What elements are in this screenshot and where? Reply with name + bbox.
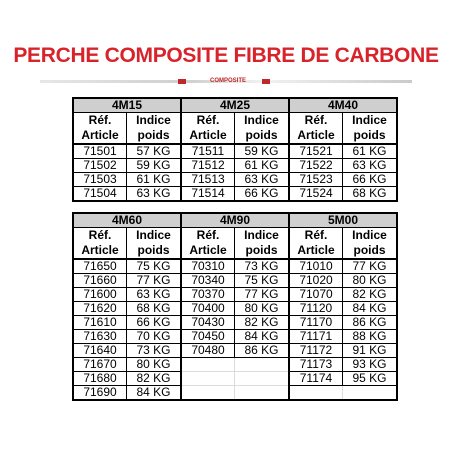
weight-index-cell: 88 KG: [343, 330, 398, 344]
weight-index-header: [127, 113, 182, 145]
ref-header-line2: Article: [297, 128, 335, 142]
weight-index-header: [235, 228, 290, 260]
ref-article-header: [181, 228, 235, 260]
ref-article-cell: 71513: [181, 173, 235, 187]
column-header-row: [73, 228, 397, 260]
weight-header-line1: Indice: [136, 113, 171, 127]
weight-index-cell: 61 KG: [127, 173, 182, 187]
ref-header-line2: Article: [189, 243, 227, 257]
weight-index-cell: 75 KG: [127, 259, 182, 274]
weight-index-cell: 84 KG: [127, 386, 182, 401]
pole-logo: COMPOSITE: [209, 78, 246, 84]
length-header: 5M00: [289, 213, 397, 228]
weight-index-cell: 59 KG: [235, 144, 290, 159]
ref-article-cell: 71523: [289, 173, 343, 187]
weight-index-cell: 73 KG: [127, 344, 182, 358]
ref-article-cell: 71610: [73, 316, 127, 330]
weight-index-cell: 82 KG: [343, 288, 398, 302]
ref-article-cell: 70400: [181, 302, 235, 316]
ref-article-cell: 71020: [289, 274, 343, 288]
ref-article-cell: 71630: [73, 330, 127, 344]
weight-index-cell: 70 KG: [127, 330, 182, 344]
weight-header-line2: poids: [353, 128, 386, 142]
table-row: [73, 187, 397, 202]
ref-article-cell: 71174: [289, 372, 343, 386]
pole-table-2: [72, 212, 398, 401]
weight-index-cell: 75 KG: [235, 274, 290, 288]
ref-article-cell: 70370: [181, 288, 235, 302]
table-row: [73, 344, 397, 358]
weight-index-cell: 63 KG: [127, 288, 182, 302]
ref-article-header: [73, 228, 127, 260]
table-row: [73, 173, 397, 187]
ref-article-cell: 71680: [73, 372, 127, 386]
table-row: [73, 358, 397, 372]
ref-article-cell: 71524: [289, 187, 343, 202]
ref-article-cell: 71660: [73, 274, 127, 288]
weight-index-cell: 80 KG: [127, 358, 182, 372]
weight-index-cell: 91 KG: [343, 344, 398, 358]
ref-article-cell: 71171: [289, 330, 343, 344]
ref-article-cell: 71120: [289, 302, 343, 316]
empty-cell: [235, 372, 290, 386]
pole-table-1: [72, 97, 398, 202]
ref-header-line2: Article: [297, 243, 335, 257]
table-row: [73, 302, 397, 316]
ref-article-header: [289, 228, 343, 260]
ref-article-cell: 71172: [289, 344, 343, 358]
table-row: [73, 386, 397, 401]
weight-index-cell: 80 KG: [235, 302, 290, 316]
weight-index-cell: 84 KG: [235, 330, 290, 344]
empty-cell: [235, 386, 290, 401]
empty-cell: [181, 372, 235, 386]
ref-article-cell: 71170: [289, 316, 343, 330]
weight-index-cell: 61 KG: [343, 144, 398, 159]
ref-article-cell: 71173: [289, 358, 343, 372]
weight-index-cell: 77 KG: [235, 288, 290, 302]
ref-article-cell: 71522: [289, 159, 343, 173]
ref-article-cell: 71521: [289, 144, 343, 159]
length-header: 4M15: [73, 98, 181, 113]
weight-index-cell: 82 KG: [127, 372, 182, 386]
weight-index-cell: 77 KG: [127, 274, 182, 288]
empty-cell: [235, 358, 290, 372]
ref-article-cell: 70430: [181, 316, 235, 330]
weight-index-cell: 95 KG: [343, 372, 398, 386]
weight-header-line2: poids: [245, 243, 278, 257]
weight-index-header: [343, 228, 398, 260]
ref-header-line2: Article: [81, 128, 119, 142]
ref-header-line2: Article: [189, 128, 227, 142]
ref-header-line1: Réf.: [88, 113, 112, 127]
ref-article-header: [181, 113, 235, 145]
weight-index-cell: 86 KG: [343, 316, 398, 330]
weight-index-header: [235, 113, 290, 145]
ref-header-line2: Article: [81, 243, 119, 257]
pole-marking-left: [178, 79, 186, 84]
ref-article-cell: 71501: [73, 144, 127, 159]
ref-header-line1: Réf.: [88, 228, 112, 242]
weight-header-line2: poids: [137, 243, 170, 257]
ref-header-line1: Réf.: [196, 228, 220, 242]
empty-cell: [289, 386, 343, 401]
weight-index-header: [343, 113, 398, 145]
ref-article-header: [289, 113, 343, 145]
weight-index-header: [127, 228, 182, 260]
weight-index-cell: 66 KG: [235, 187, 290, 202]
weight-index-cell: 66 KG: [127, 316, 182, 330]
weight-header-line2: poids: [353, 243, 386, 257]
ref-article-cell: 71600: [73, 288, 127, 302]
weight-index-cell: 63 KG: [343, 159, 398, 173]
ref-article-cell: 70340: [181, 274, 235, 288]
table-row: [73, 372, 397, 386]
group-header-row: [73, 98, 397, 113]
ref-article-cell: 71511: [181, 144, 235, 159]
empty-cell: [181, 358, 235, 372]
ref-article-cell: 71010: [289, 259, 343, 274]
ref-article-cell: 70450: [181, 330, 235, 344]
ref-article-cell: 71640: [73, 344, 127, 358]
ref-header-line1: Réf.: [196, 113, 220, 127]
weight-index-cell: 66 KG: [343, 173, 398, 187]
weight-index-cell: 63 KG: [235, 173, 290, 187]
weight-header-line1: Indice: [352, 113, 387, 127]
ref-article-cell: 71512: [181, 159, 235, 173]
table-row: [73, 159, 397, 173]
pole-marking-right: [262, 79, 270, 84]
weight-index-cell: 84 KG: [343, 302, 398, 316]
weight-index-cell: 73 KG: [235, 259, 290, 274]
ref-article-cell: 71620: [73, 302, 127, 316]
page-title: PERCHE COMPOSITE FIBRE DE CARBONE: [13, 44, 439, 67]
group-header-row: [73, 213, 397, 228]
weight-index-cell: 57 KG: [127, 144, 182, 159]
weight-index-cell: 82 KG: [235, 316, 290, 330]
ref-article-header: [73, 113, 127, 145]
weight-index-cell: 63 KG: [127, 187, 182, 202]
table-row: [73, 144, 397, 159]
ref-article-cell: 71670: [73, 358, 127, 372]
ref-header-line1: Réf.: [304, 228, 328, 242]
ref-article-cell: 71503: [73, 173, 127, 187]
ref-article-cell: 71514: [181, 187, 235, 202]
length-header: 4M60: [73, 213, 181, 228]
empty-cell: [343, 386, 398, 401]
ref-article-cell: 71070: [289, 288, 343, 302]
column-header-row: [73, 113, 397, 145]
weight-index-cell: 68 KG: [127, 302, 182, 316]
weight-index-cell: 61 KG: [235, 159, 290, 173]
table-row: [73, 274, 397, 288]
ref-article-cell: 71690: [73, 386, 127, 401]
weight-index-cell: 68 KG: [343, 187, 398, 202]
table-row: [73, 316, 397, 330]
weight-header-line2: poids: [137, 128, 170, 142]
empty-cell: [181, 386, 235, 401]
weight-index-cell: 77 KG: [343, 259, 398, 274]
weight-index-cell: 93 KG: [343, 358, 398, 372]
weight-header-line1: Indice: [244, 113, 279, 127]
ref-article-cell: 71502: [73, 159, 127, 173]
ref-article-cell: 70480: [181, 344, 235, 358]
weight-index-cell: 80 KG: [343, 274, 398, 288]
weight-header-line1: Indice: [136, 228, 171, 242]
table-row: [73, 288, 397, 302]
ref-header-line1: Réf.: [304, 113, 328, 127]
weight-index-cell: 59 KG: [127, 159, 182, 173]
weight-header-line2: poids: [245, 128, 278, 142]
table-row: [73, 330, 397, 344]
length-header: 4M40: [289, 98, 397, 113]
weight-index-cell: 86 KG: [235, 344, 290, 358]
weight-header-line1: Indice: [352, 228, 387, 242]
ref-article-cell: 71504: [73, 187, 127, 202]
ref-article-cell: 71650: [73, 259, 127, 274]
weight-header-line1: Indice: [244, 228, 279, 242]
length-header: 4M90: [181, 213, 289, 228]
table-row: [73, 259, 397, 274]
ref-article-cell: 70310: [181, 259, 235, 274]
length-header: 4M25: [181, 98, 289, 113]
